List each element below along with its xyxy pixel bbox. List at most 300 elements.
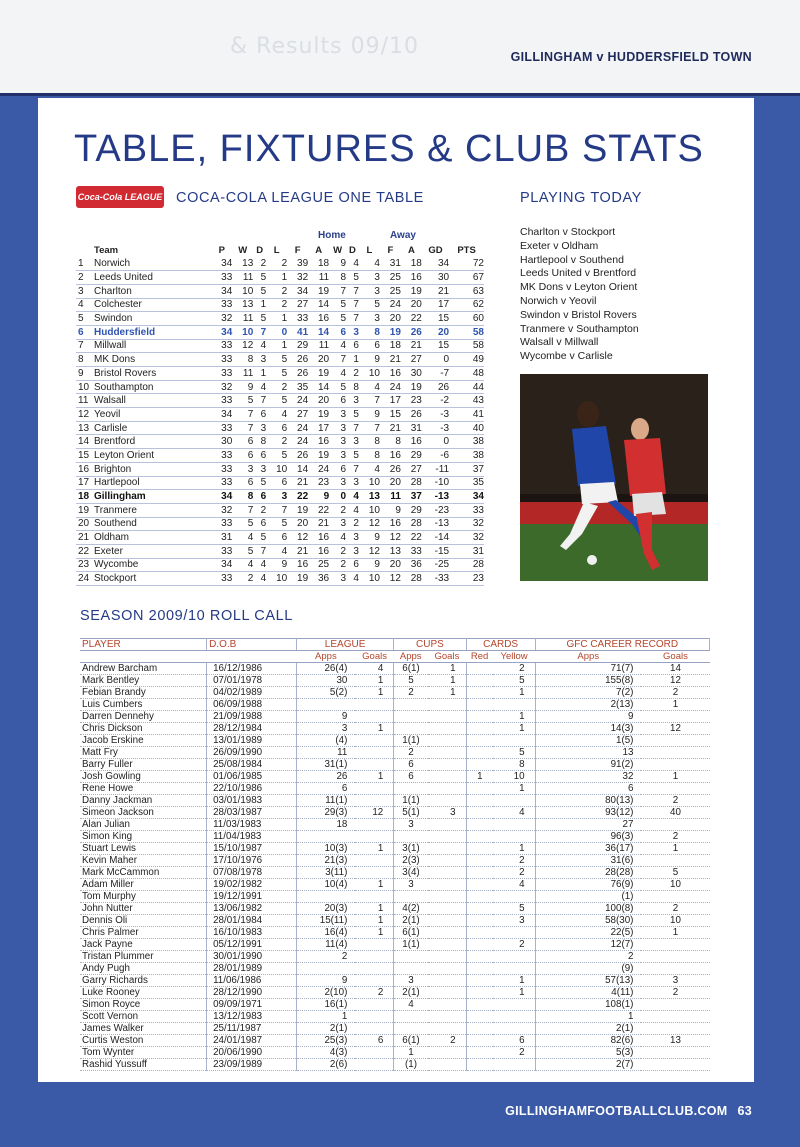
league-cell: 1 (266, 312, 287, 326)
league-cell: 23 (76, 558, 94, 572)
roll-call-cell: 09/09/1971 (207, 999, 297, 1011)
roll-call-row (80, 939, 710, 951)
league-cell: 34 (211, 490, 232, 504)
roll-call-cell: 1 (641, 699, 709, 711)
roll-call-cell (466, 963, 493, 975)
league-cell: 9 (380, 503, 401, 517)
roll-call-cell: 22(5) (535, 927, 641, 939)
roll-call-cell (466, 807, 493, 819)
roll-call-cell (428, 747, 466, 759)
roll-call-cell: 6 (394, 759, 428, 771)
league-cell: 32 (449, 517, 484, 531)
roll-call-cell: 2(1) (394, 987, 428, 999)
league-cell: 24 (76, 572, 94, 586)
roll-call-cell: 10(3) (296, 843, 355, 855)
roll-call-header (80, 639, 710, 651)
roll-call-header-cell: LEAGUE (296, 639, 393, 651)
league-cell: 3 (346, 325, 359, 339)
roll-call-cell: 2 (493, 663, 535, 675)
roll-call-cell: 5 (493, 747, 535, 759)
roll-call-cell: 31(6) (535, 855, 641, 867)
league-cell: -11 (422, 462, 449, 476)
roll-call-cell: 28(28) (535, 867, 641, 879)
league-cell: 33 (401, 544, 422, 558)
roll-call-row (80, 663, 710, 675)
roll-call-cell: 1 (493, 843, 535, 855)
roll-call-row (80, 831, 710, 843)
league-cell: 6 (266, 476, 287, 490)
league-cell: Norwich (94, 257, 211, 271)
league-cell: 6 (253, 490, 266, 504)
roll-call-cell: 1(1) (394, 735, 428, 747)
league-cell: 37 (401, 490, 422, 504)
roll-call-cell: 3(11) (296, 867, 355, 879)
roll-call-cell (428, 771, 466, 783)
league-cell: 3 (329, 435, 346, 449)
roll-call-cell: 03/01/1983 (207, 795, 297, 807)
roll-call-cell (466, 843, 493, 855)
league-cell: 16 (380, 367, 401, 381)
league-cell: 34 (422, 257, 449, 271)
league-cell: 3 (359, 271, 380, 285)
roll-call-cell: 1 (394, 1047, 428, 1059)
roll-call-cell: 1(5) (535, 735, 641, 747)
league-cell: -2 (422, 394, 449, 408)
league-cell: 33 (449, 503, 484, 517)
league-cell: 3 (329, 408, 346, 422)
league-cell: 5 (253, 284, 266, 298)
league-cell: 7 (346, 284, 359, 298)
league-cell: 20 (401, 298, 422, 312)
roll-call-cell: 9 (296, 975, 355, 987)
league-cell: 19 (308, 449, 329, 463)
roll-call-cell (466, 927, 493, 939)
league-cell: 20 (76, 517, 94, 531)
roll-call-cell: 1 (493, 975, 535, 987)
roll-call-row (80, 711, 710, 723)
roll-call-cell: Luis Cumbers (80, 699, 207, 711)
roll-call-cell (428, 927, 466, 939)
league-cell: 34 (211, 284, 232, 298)
league-cell: 10 (266, 462, 287, 476)
league-cell: 19 (308, 284, 329, 298)
roll-call-cell (296, 963, 355, 975)
roll-call-cell: 36(17) (535, 843, 641, 855)
league-cell: 33 (211, 572, 232, 586)
league-row (76, 312, 484, 326)
league-cell: Yeovil (94, 408, 211, 422)
roll-call-cell: Garry Richards (80, 975, 207, 987)
roll-call-cell: Josh Gowling (80, 771, 207, 783)
roll-call-subheader-cell: Goals (641, 651, 709, 663)
league-cell: 21 (401, 339, 422, 353)
roll-call-cell: 2 (641, 987, 709, 999)
roll-call-cell: 1 (355, 879, 393, 891)
league-cell: 16 (308, 435, 329, 449)
league-cell: 6 (232, 476, 253, 490)
league-row (76, 421, 484, 435)
page-footer (505, 1104, 752, 1118)
roll-call-cell: 2 (394, 747, 428, 759)
roll-call-cell: 4(3) (296, 1047, 355, 1059)
league-cell: 8 (359, 449, 380, 463)
roll-call-cell: 1 (355, 687, 393, 699)
league-cell: 22 (401, 531, 422, 545)
roll-call-cell: 2 (355, 987, 393, 999)
league-header-cell: L (366, 245, 373, 256)
roll-call-cell (641, 783, 709, 795)
roll-call-cell: (4) (296, 735, 355, 747)
roll-call-cell: 3 (493, 915, 535, 927)
roll-call-cell: Kevin Maher (80, 855, 207, 867)
league-cell: 23 (308, 476, 329, 490)
roll-call-cell (428, 939, 466, 951)
roll-call-cell: 2 (394, 687, 428, 699)
league-cell: 6 (232, 449, 253, 463)
roll-call-cell (466, 903, 493, 915)
roll-call-cell: Alan Julian (80, 819, 207, 831)
roll-call-cell: 1 (355, 927, 393, 939)
roll-call-row (80, 783, 710, 795)
league-cell: 24 (287, 435, 308, 449)
league-cell: 9 (329, 257, 346, 271)
league-cell: 4 (359, 257, 380, 271)
fixture-item: Charlton v Stockport (520, 226, 616, 238)
roll-call-cell (641, 1047, 709, 1059)
league-cell: 5 (266, 353, 287, 367)
league-cell: 3 (329, 517, 346, 531)
league-cell: 8 (232, 353, 253, 367)
league-cell: 20 (380, 558, 401, 572)
roll-call-cell (641, 951, 709, 963)
league-cell: 33 (211, 339, 232, 353)
roll-call-cell (428, 891, 466, 903)
league-cell: 6 (329, 462, 346, 476)
roll-call-cell: 20(3) (296, 903, 355, 915)
league-cell: 39 (287, 257, 308, 271)
league-header-cell: W (333, 245, 343, 256)
league-cell: 2 (329, 558, 346, 572)
roll-call-cell: 91(2) (535, 759, 641, 771)
league-cell: 33 (211, 476, 232, 490)
league-cell: 11 (232, 312, 253, 326)
league-cell: 8 (232, 490, 253, 504)
roll-call-cell: 12 (641, 723, 709, 735)
roll-call-cell: 10 (641, 879, 709, 891)
league-cell: 6 (346, 558, 359, 572)
roll-call-row (80, 999, 710, 1011)
league-row (76, 325, 484, 339)
roll-call-cell (493, 795, 535, 807)
roll-call-cell (428, 915, 466, 927)
league-cell: 19 (76, 503, 94, 517)
league-cell: 16 (287, 558, 308, 572)
league-cell: 26 (401, 325, 422, 339)
league-cell: 62 (449, 298, 484, 312)
roll-call-cell: Andy Pugh (80, 963, 207, 975)
league-cell: 7 (76, 339, 94, 353)
fixture-item: Norwich v Yeovil (520, 294, 597, 307)
league-cell: 31 (211, 531, 232, 545)
league-row (76, 380, 484, 394)
roll-call-cell (428, 1047, 466, 1059)
league-cell: 6 (266, 421, 287, 435)
league-cell: 8 (346, 380, 359, 394)
league-cell: 21 (380, 421, 401, 435)
roll-call-cell (466, 891, 493, 903)
league-cell: 17 (308, 421, 329, 435)
roll-call-cell: 10 (641, 915, 709, 927)
roll-call-row (80, 747, 710, 759)
roll-call-header-cell: PLAYER (80, 639, 207, 651)
roll-call-cell (394, 831, 428, 843)
roll-call-cell: Dennis Oli (80, 915, 207, 927)
league-cell: 11 (308, 271, 329, 285)
league-cell: 5 (253, 476, 266, 490)
roll-call-cell (428, 843, 466, 855)
roll-call-cell: 21/09/1988 (207, 711, 297, 723)
league-cell: 20 (422, 325, 449, 339)
league-cell: 36 (401, 558, 422, 572)
league-cell: Oldham (94, 531, 211, 545)
roll-call-cell: 2(1) (296, 1023, 355, 1035)
roll-call-cell: 4 (394, 999, 428, 1011)
playing-today-title: PLAYING TODAY (520, 190, 642, 206)
roll-call-cell: Danny Jackman (80, 795, 207, 807)
roll-call-cell (428, 999, 466, 1011)
roll-call-cell (466, 687, 493, 699)
roll-call-cell (428, 783, 466, 795)
match-title: GILLINGHAM v HUDDERSFIELD TOWN (510, 50, 752, 64)
league-cell: 7 (253, 325, 266, 339)
roll-call-sub-blank (80, 651, 207, 663)
roll-call-cell: 1 (355, 771, 393, 783)
roll-call-cell (394, 783, 428, 795)
roll-call-cell (355, 1011, 393, 1023)
league-cell: 3 (232, 462, 253, 476)
league-cell: 32 (287, 271, 308, 285)
fixture-item: Leeds United v Brentford (520, 267, 637, 280)
roll-call-cell (428, 903, 466, 915)
roll-call-cell: 3 (394, 879, 428, 891)
league-cell: MK Dons (94, 353, 211, 367)
league-cell: 4 (253, 339, 266, 353)
league-cell: 16 (380, 517, 401, 531)
league-cell: 9 (359, 408, 380, 422)
roll-call-cell: 07/08/1978 (207, 867, 297, 879)
roll-call-cell (466, 663, 493, 675)
league-cell: 9 (359, 353, 380, 367)
roll-call-cell (466, 1035, 493, 1047)
roll-call-cell (466, 879, 493, 891)
league-cell: 10 (359, 572, 380, 586)
roll-call-cell (466, 1011, 493, 1023)
league-cell: 5 (329, 298, 346, 312)
roll-call-cell (466, 951, 493, 963)
league-cell: 7 (346, 312, 359, 326)
league-header-cell: F (387, 245, 394, 256)
roll-call-row (80, 891, 710, 903)
roll-call-cell (466, 831, 493, 843)
fixture-item: Hartlepool v Southend (520, 253, 624, 266)
roll-call-cell (355, 747, 393, 759)
roll-call-cell: 11(4) (296, 939, 355, 951)
roll-call-cell: 4 (493, 879, 535, 891)
roll-call-row (80, 915, 710, 927)
league-cell: 19 (287, 503, 308, 517)
roll-call-cell: 2(6) (296, 1059, 355, 1071)
league-cell: 6 (253, 517, 266, 531)
league-cell: 32 (211, 312, 232, 326)
roll-call-cell: 26/09/1990 (207, 747, 297, 759)
league-cell: 20 (287, 517, 308, 531)
league-header-cell: A (315, 245, 323, 256)
league-cell: 33 (287, 312, 308, 326)
league-cell: 4 (266, 408, 287, 422)
roll-call-cell (428, 975, 466, 987)
league-cell: 20 (380, 312, 401, 326)
roll-call-cell (493, 1023, 535, 1035)
league-cell: 5 (329, 312, 346, 326)
roll-call-cell: 58(30) (535, 915, 641, 927)
league-cell: 6 (329, 325, 346, 339)
roll-call-cell (428, 879, 466, 891)
league-cell: 34 (449, 490, 484, 504)
roll-call-cell: 8 (493, 759, 535, 771)
roll-call-row (80, 867, 710, 879)
league-cell: 31 (380, 257, 401, 271)
league-cell: 3 (329, 476, 346, 490)
league-cell: 5 (346, 408, 359, 422)
league-cell: 33 (211, 298, 232, 312)
league-header-cell: D (349, 245, 356, 256)
roll-call-cell (493, 1011, 535, 1023)
roll-call-cell: 10 (493, 771, 535, 783)
roll-call-cell (428, 723, 466, 735)
league-header-cell: GD (428, 245, 443, 256)
roll-call-cell (355, 711, 393, 723)
league-cell: 19 (308, 408, 329, 422)
league-cell: Stockport (94, 572, 211, 586)
roll-call-cell: 28/12/1990 (207, 987, 297, 999)
league-cell: 4 (253, 572, 266, 586)
league-cell: 3 (253, 462, 266, 476)
league-cell: 0 (422, 353, 449, 367)
roll-call-cell: 1 (493, 783, 535, 795)
league-cell: 14 (76, 435, 94, 449)
page-number: 63 (737, 1104, 752, 1118)
league-cell: 26 (380, 462, 401, 476)
roll-call-cell: 19/02/1982 (207, 879, 297, 891)
roll-call-title: SEASON 2009/10 ROLL CALL (80, 608, 293, 624)
league-cell: 3 (346, 531, 359, 545)
roll-call-cell: 2 (493, 939, 535, 951)
league-cell: 4 (346, 490, 359, 504)
home-group-label: Home (318, 230, 346, 241)
league-cell: 31 (401, 421, 422, 435)
roll-call-cell: 1(1) (394, 939, 428, 951)
league-cell: 29 (401, 503, 422, 517)
league-cell: 22 (401, 312, 422, 326)
league-cell: 4 (346, 257, 359, 271)
roll-call-row (80, 759, 710, 771)
league-cell: 9 (359, 558, 380, 572)
league-cell: Gillingham (94, 490, 211, 504)
league-cell: 49 (449, 353, 484, 367)
league-row (76, 408, 484, 422)
roll-call-header-cell: GFC CAREER RECORD (535, 639, 709, 651)
league-cell: 26 (422, 380, 449, 394)
roll-call-cell: 4 (493, 807, 535, 819)
roll-call-cell: 13/12/1983 (207, 1011, 297, 1023)
roll-call-cell: 1 (428, 675, 466, 687)
roll-call-cell: 1 (641, 771, 709, 783)
roll-call-cell (296, 831, 355, 843)
roll-call-cell: 1 (296, 1011, 355, 1023)
roll-call-cell (394, 711, 428, 723)
roll-call-cell (428, 867, 466, 879)
league-cell: 6 (253, 449, 266, 463)
league-cell: 25 (380, 271, 401, 285)
roll-call-cell: 26(4) (296, 663, 355, 675)
league-cell: 0 (266, 325, 287, 339)
league-row (76, 503, 484, 517)
league-cell: 8 (329, 271, 346, 285)
league-cell: 12 (380, 572, 401, 586)
roll-call-cell: 21(3) (296, 855, 355, 867)
league-cell: Southampton (94, 380, 211, 394)
roll-call-cell: Chris Dickson (80, 723, 207, 735)
roll-call-cell (466, 975, 493, 987)
league-cell: -10 (422, 476, 449, 490)
fixtures-list (520, 226, 639, 364)
roll-call-cell: 01/06/1985 (207, 771, 297, 783)
roll-call-cell: Tom Wynter (80, 1047, 207, 1059)
league-cell: Millwall (94, 339, 211, 353)
roll-call-cell: Matt Fry (80, 747, 207, 759)
league-cell: 4 (329, 367, 346, 381)
roll-call-cell: 12 (641, 675, 709, 687)
roll-call-cell: Simon King (80, 831, 207, 843)
roll-call-cell: Rashid Yussuff (80, 1059, 207, 1071)
roll-call-cell: 155(8) (535, 675, 641, 687)
league-row (76, 435, 484, 449)
league-cell: 15 (76, 449, 94, 463)
roll-call-cell: 5 (394, 675, 428, 687)
roll-call-cell: 2 (428, 1035, 466, 1047)
roll-call-cell: 12(7) (535, 939, 641, 951)
roll-call-cell (466, 939, 493, 951)
roll-call-cell: Darren Dennehy (80, 711, 207, 723)
roll-call-cell: 11(1) (296, 795, 355, 807)
league-cell: 2 (329, 544, 346, 558)
league-cell: 4 (232, 558, 253, 572)
roll-call-cell: 4(11) (535, 987, 641, 999)
match-action-photo (520, 374, 708, 581)
league-cell: 13 (232, 298, 253, 312)
roll-call-cell: 11/06/1986 (207, 975, 297, 987)
roll-call-cell: 2(3) (394, 855, 428, 867)
roll-call-cell: 2 (493, 1047, 535, 1059)
league-cell: 11 (76, 394, 94, 408)
league-cell: 4 (266, 544, 287, 558)
league-cell: 19 (401, 380, 422, 394)
league-cell: 35 (287, 380, 308, 394)
league-cell: 36 (308, 572, 329, 586)
roll-call-cell (466, 915, 493, 927)
league-cell: -33 (422, 572, 449, 586)
roll-call-row (80, 963, 710, 975)
